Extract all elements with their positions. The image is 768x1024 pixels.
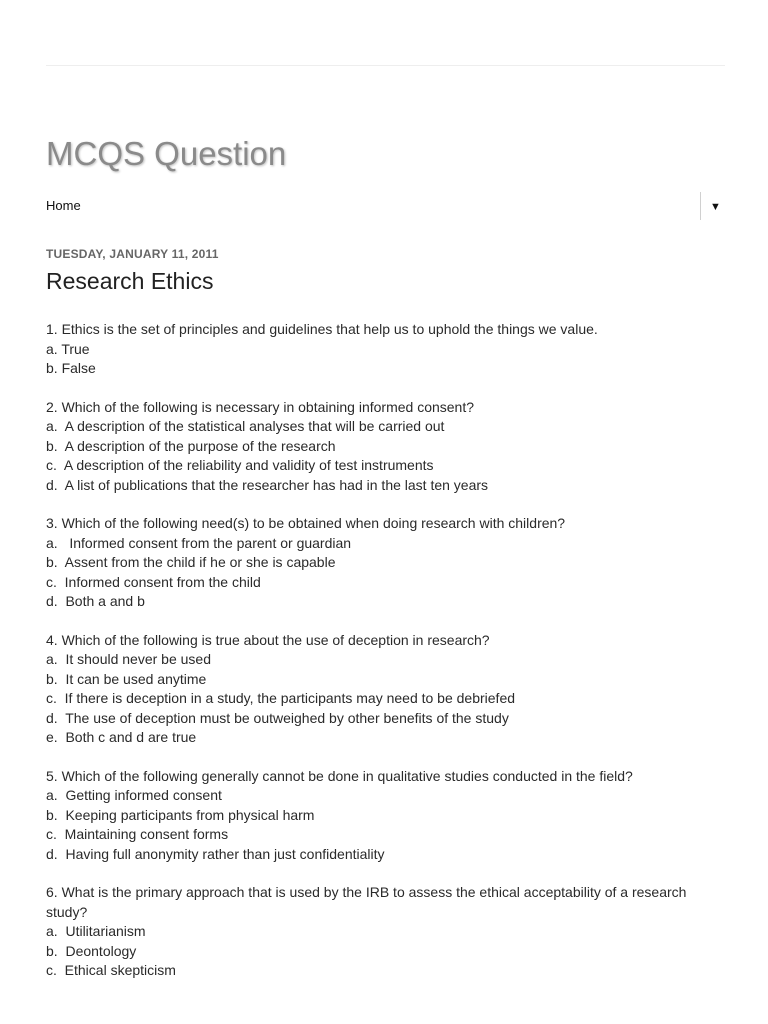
question-text: 6. What is the primary approach that is used by the IRB to assess the ethical acceptability of a research study?: [46, 884, 691, 920]
question-block: [46, 320, 696, 379]
answer-option: d. Both a and b: [46, 593, 145, 609]
question-block: [46, 883, 696, 981]
answer-option: a. It should never be used: [46, 651, 211, 667]
answer-option: a. True: [46, 340, 90, 357]
question-block: [46, 767, 696, 865]
nav-divider: [700, 192, 701, 220]
answer-option: b. Keeping participants from physical harm: [46, 806, 315, 823]
page-nav: [46, 198, 726, 222]
answer-option: b. Deontology: [46, 942, 137, 959]
answer-option: a. Utilitarianism: [46, 923, 146, 939]
answer-option: c. Maintaining consent forms: [46, 826, 229, 842]
answer-option: d. A list of publications that the researcher has had in the last ten years: [46, 476, 489, 493]
question-block: [46, 398, 696, 496]
post-date: TUESDAY, JANUARY 11, 2011: [46, 247, 219, 261]
answer-option: b. It can be used anytime: [46, 670, 207, 687]
question-text: 2. Which of the following is necessary in obtaining informed consent?: [46, 398, 475, 415]
question-text: 3. Which of the following need(s) to be obtained when doing research with children?: [46, 515, 566, 531]
question-text: 1. Ethics is the set of principles and guidelines that help us to uphold the things we value.: [46, 321, 598, 337]
nav-dropdown-toggle[interactable]: [710, 200, 721, 214]
answer-option: a. A description of the statistical analyses that will be carried out: [46, 418, 445, 434]
answer-option: d. The use of deception must be outweighed by other benefits of the study: [46, 709, 509, 726]
answer-option: b. A description of the purpose of the research: [46, 437, 336, 454]
answer-option: b. False: [46, 360, 96, 376]
question-text: 5. Which of the following generally cannot be done in qualitative studies conducted in the field?: [46, 767, 633, 784]
answer-option: b. Assent from the child if he or she is capable: [46, 554, 336, 570]
question-block: [46, 514, 696, 612]
answer-option: d. Having full anonymity rather than just confidentiality: [46, 845, 385, 862]
chevron-down-icon[interactable]: ▼: [710, 201, 721, 213]
answer-option: a. Getting informed consent: [46, 787, 222, 803]
answer-option: c. Informed consent from the child: [46, 573, 261, 590]
answer-option: c. If there is deception in a study, the participants may need to be debriefed: [46, 690, 516, 706]
header-divider: [46, 65, 725, 66]
question-block: [46, 631, 696, 748]
answer-option: c. Ethical skepticism: [46, 962, 176, 978]
answer-option: e. Both c and d are true: [46, 729, 197, 745]
post-title[interactable]: Research Ethics: [46, 268, 214, 294]
answer-option: a. Informed consent from the parent or guardian: [46, 534, 352, 551]
post-body: [46, 320, 696, 1000]
question-text: 4. Which of the following is true about the use of deception in research?: [46, 631, 490, 648]
answer-option: c. A description of the reliability and validity of test instruments: [46, 457, 434, 473]
nav-home-link[interactable]: Home: [46, 198, 81, 213]
blog-title[interactable]: MCQS Question: [46, 135, 287, 172]
